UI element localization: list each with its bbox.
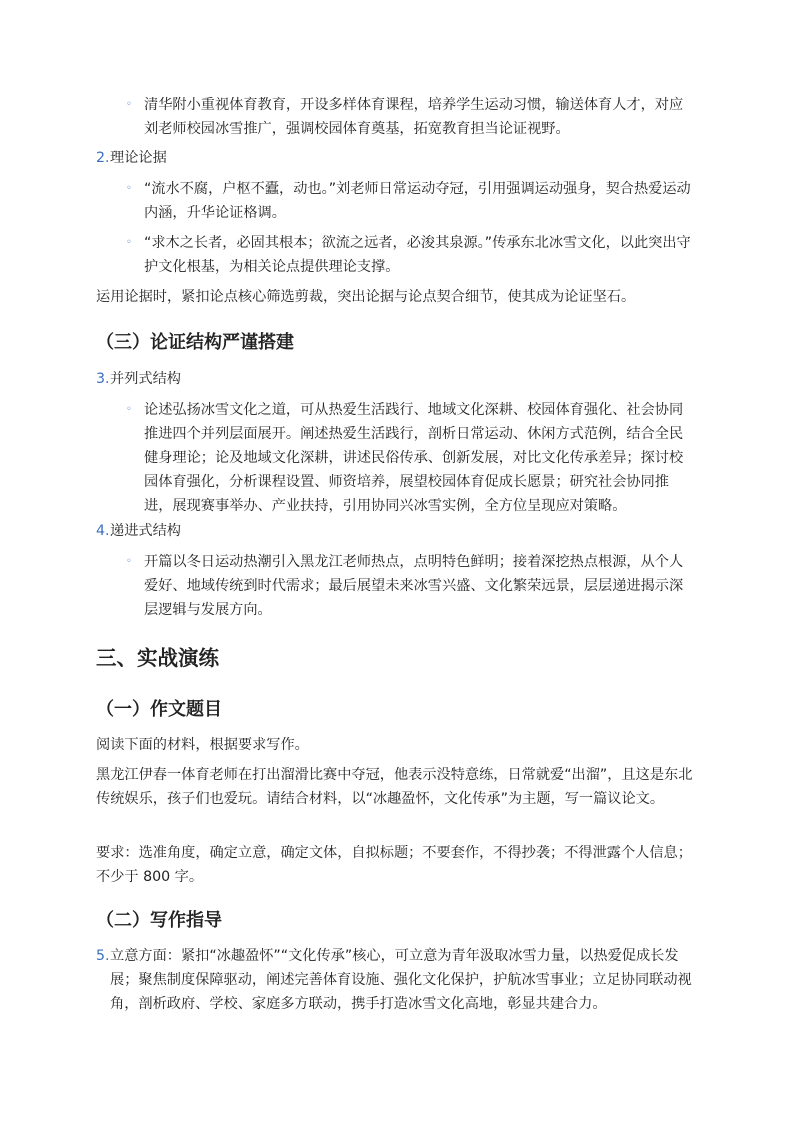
bullet-icon: ◦ [126, 99, 132, 110]
numbered-item: 5. 立意方面：紧扣“冰趣盈怀”“文化传承”核心，可立意为青年汲取冰雪力量，以热爱促成长发展；聚焦制度保障驱动，阐述完善体育设施、强化文化保护，护航冰雪事业；立足协同联动视角，剖析政府、学校、家庭多方联动，携手打造冰雪文化高地，彰显共建合力。 [96, 944, 697, 1016]
bullet-icon: ◦ [126, 237, 132, 248]
paragraph: 运用论据时，紧扣论点核心筛选剪裁，突出论据与论点契合细节，使其成为论证坚石。 [96, 289, 636, 305]
item-number: 3. [96, 371, 110, 387]
bullet-item: ◦ 开篇以冬日运动热潮引入黑龙江老师热点，点明特色鲜明；接着深挖热点根源，从个人爱好、地域传统到时代需求；最后展望未来冰雪兴盛、文化繁荣远景，层层递进揭示深层逻辑与发展方向。 [96, 550, 697, 622]
numbered-item: 2. 理论论据 [96, 146, 697, 170]
paragraph: 黑龙江伊春一体育老师在打出溜滑比赛中夺冠，他表示没特意练，日常就爱“出溜”，且这是东北传统娱乐，孩子们也爱玩。请结合材料，以“冰趣盈怀，文化传承”为主题，写一篇议论文。 [96, 767, 693, 807]
bullet-icon: ◦ [126, 404, 132, 415]
paragraph: 要求：选准角度，确定立意，确定文体，自拟标题；不要套作，不得抄袭；不得泄露个人信息；不少于 800 字。 [96, 845, 692, 885]
paragraph: 阅读下面的材料，根据要求写作。 [96, 737, 309, 753]
bullet-icon: ◦ [126, 556, 132, 567]
section-heading: （三）论证结构严谨搭建 [96, 332, 294, 353]
item-number: 5. [96, 948, 110, 964]
bullet-item: ◦ 清华附小重视体育教育，开设多样体育课程，培养学生运动习惯，输送体育人才，对应刘老师校园冰雪推广，强调校园体育奠基，拓宽教育担当论证视野。 [96, 93, 697, 141]
bullet-item: ◦ “求木之长者，必固其根本；欲流之远者，必浚其泉源。”传承东北冰雪文化，以此突出守护文化根基，为相关论点提供理论支撑。 [96, 231, 697, 279]
numbered-item: 4. 递进式结构 [96, 519, 697, 543]
item-number: 4. [96, 523, 110, 539]
bullet-item: ◦ 论述弘扬冰雪文化之道，可从热爱生活践行、地域文化深耕、校园体育强化、社会协同推进四个并列层面展开。阐述热爱生活践行，剖析日常运动、休闲方式范例，结合全民健身理论；论及地域文化深耕，讲述民俗传承、创新发展，对比文化传承差异；探讨校园体育强化，分析课程设置、师资培养，展望校园体育促成长愿景；研究社会协同推进，展现赛事举办、产业扶持，引用协同兴冰雪实例，全方位呈现应对策略。 [96, 398, 697, 518]
bullet-item: ◦ “流水不腐，户枢不蠹，动也。”刘老师日常运动夺冠，引用强调运动强身，契合热爱运动内涵，升华论证格调。 [96, 177, 697, 225]
numbered-item: 3. 并列式结构 [96, 367, 697, 391]
bullet-icon: ◦ [126, 183, 132, 194]
section-heading: （二）写作指导 [96, 910, 222, 931]
section-heading: （一）作文题目 [96, 699, 222, 720]
chapter-heading: 三、实战演练 [96, 646, 219, 670]
item-number: 2. [96, 150, 110, 166]
